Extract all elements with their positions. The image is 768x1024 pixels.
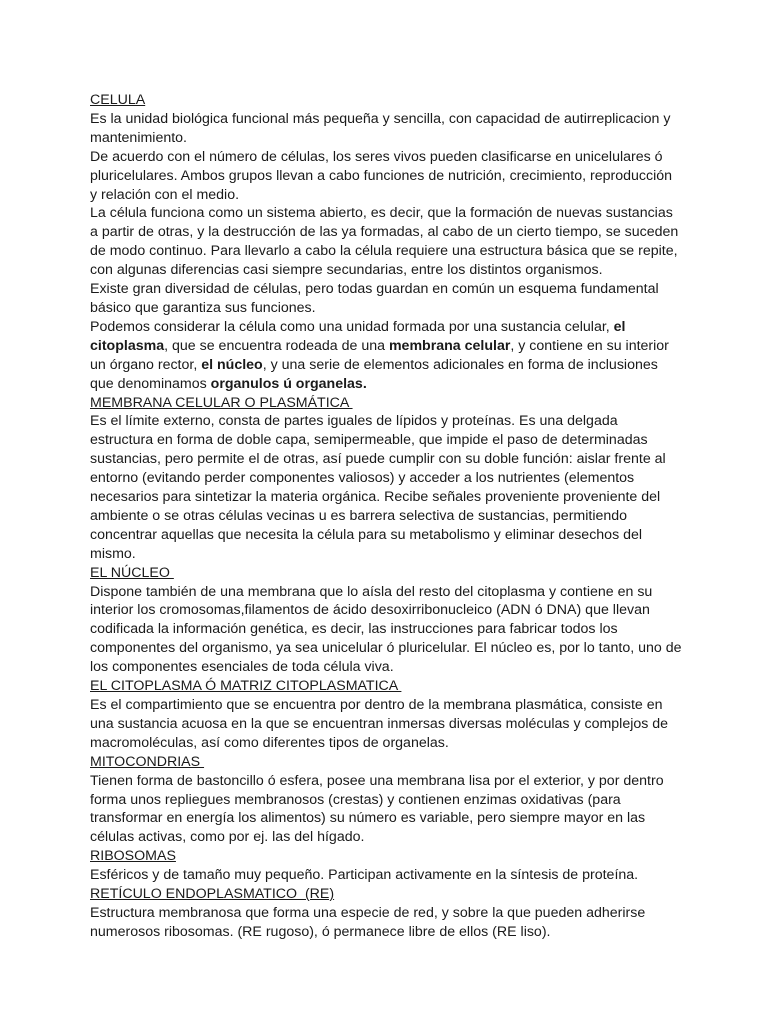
text-run: Es la unidad biológica funcional más pequeña y sencilla, con capacidad de autirreplicacion y mantenimiento. <box>90 110 671 146</box>
text-run: Estructura membranosa que forma una especie de red, y sobre la que pueden adherirse numerosos ribosomas. (RE rugoso), ó permanece libre de ellos (RE liso). <box>90 904 646 940</box>
section-heading: CELULA <box>90 92 146 108</box>
section-heading: RIBOSOMAS <box>90 848 176 865</box>
paragraph <box>90 204 682 280</box>
section-heading: RETÍCULO ENDOPLASMATICO (RE) <box>90 886 335 903</box>
text-run: , y contiene en su interior un órgano rector, <box>90 337 669 373</box>
section-heading: MEMBRANA CELULAR O PLASMÁTICA <box>90 394 353 411</box>
paragraph <box>90 412 682 563</box>
paragraph <box>90 904 682 942</box>
text-run: Esféricos y de tamaño muy pequeño. Participan activamente en la síntesis de proteína. <box>90 867 639 884</box>
document-page <box>90 91 682 942</box>
text-run: Podemos considerar la célula como una unidad formada por una sustancia celular, <box>90 318 614 335</box>
text-run: De acuerdo con el número de células, los seres vivos pueden clasificarse en unicelulares ó pluricelulares. Ambos grupos llevan a cabo funciones de nutrición, crecimiento, reproducción y relación con el medio. <box>90 148 673 203</box>
text-run: Es el compartimiento que se encuentra por dentro de la membrana plasmática, consiste en una sustancia acuosa en la que se encuentran inmersas diversas moléculas y complejos de macromoléculas, así como diferentes tipos de organelas. <box>90 697 669 751</box>
paragraph <box>90 148 682 205</box>
text-run: Dispone también de una membrana que lo aísla del resto del citoplasma y contiene en su interior los cromosomas,filamentos de ácido desoxirribonucleico (ADN ó DNA) que llevan codificada la información genética, es decir, las instrucciones para fabricar todos los componentes del organismo, ya sea unicelular ó pluricelular. El núcleo es, por lo tanto, uno de los componentes esenciales de toda célula viva. <box>90 583 682 676</box>
section-heading: EL CITOPLASMA Ó MATRIZ CITOPLASMATICA <box>90 678 402 695</box>
text-run: , y una serie de elementos adicionales en forma de inclusiones que denominamos <box>90 356 658 392</box>
paragraph <box>90 280 682 318</box>
paragraph <box>90 866 682 885</box>
bold-term: el núcleo <box>201 356 263 373</box>
bold-term: membrana celular <box>388 337 511 354</box>
paragraph <box>90 583 682 678</box>
bold-term: el citoplasma <box>90 318 626 354</box>
paragraph <box>90 696 682 753</box>
text-run: La célula funciona como un sistema abierto, es decir, que la formación de nuevas sustancias a partir de otras, y la destrucción de las ya formadas, al cabo de un cierto tiempo, se suceden de modo continuo. Para llevarlo a cabo la célula requiere una estructura básica que se repite, con algunas diferencias casi siempre secundarias, entre los distintos organismos. <box>90 205 679 279</box>
section-heading: EL NÚCLEO <box>90 564 174 581</box>
bold-term: organulos ú organelas. <box>210 375 367 392</box>
paragraph <box>90 318 682 394</box>
text-run: Es el límite externo, consta de partes iguales de lípidos y proteínas. Es una delgada estructura en forma de doble capa, semipermeable, que impide el paso de determinadas sustancias, pero permite el de otras, así puede cumplir con su doble función: aislar frente al entorno (evitando perder componentes valiosos) y acceder a los nutrientes (elementos necesarios para sintetizar la materia orgánica. Recibe señales proveniente proveniente del ambiente o se otras células vecinas u es barrera selectiva de sustancias, permitiendo concentrar aquellas que necesita la célula para su metabolismo y eliminar desechos del mismo. <box>90 413 666 562</box>
text-run: , que se encuentra rodeada de una <box>164 337 389 354</box>
text-run: Tienen forma de bastoncillo ó esfera, posee una membrana lisa por el exterior, y por dentro forma unos repliegues membranosos (crestas) y contienen enzimas oxidativas (para transformar en energía los alimentos) su número es variable, pero siempre mayor en las células activas, como por ej. las del hígado. <box>90 772 664 846</box>
section-heading: MITOCONDRIAS <box>90 753 205 770</box>
paragraph <box>90 110 682 148</box>
text-run: Existe gran diversidad de células, pero todas guardan en común un esquema fundamental básico que garantiza sus funciones. <box>90 281 659 316</box>
paragraph <box>90 772 682 848</box>
